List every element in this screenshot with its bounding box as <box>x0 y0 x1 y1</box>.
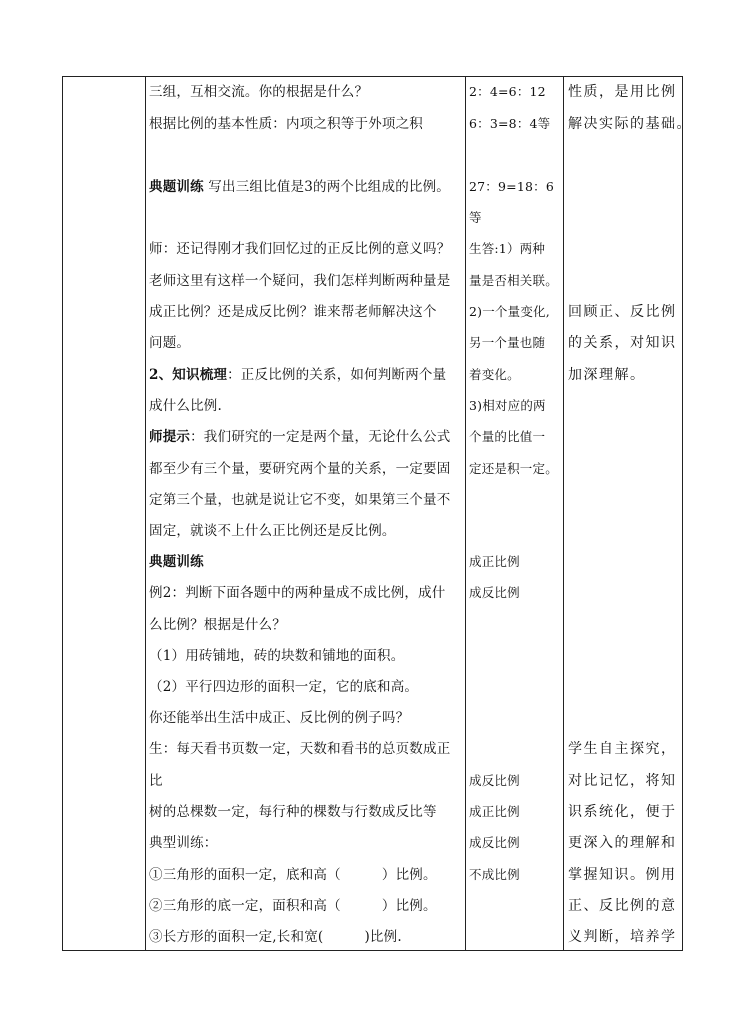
column-divider <box>465 77 466 950</box>
answer-line: 成反比例 <box>469 585 520 600</box>
note-line: 回顾正、反比例 <box>568 304 677 320</box>
text-line: 师提示：我们研究的一定是两个量，无论什么公式 <box>149 429 451 445</box>
answer-line: 成正比例 <box>469 554 520 569</box>
text-line: 例2：判断下面各题中的两种量成不成比例，成什 <box>149 585 446 601</box>
text-line: ②三角形的底一定，面积和高（ ）比例。 <box>149 898 437 914</box>
answer-line: 个量的比值一 <box>469 429 546 444</box>
answer-line: 27：9=18：6 <box>469 179 554 194</box>
column-divider <box>145 77 146 950</box>
column-divider <box>563 77 564 950</box>
text-line: 你还能举出生活中成正、反比例的例子吗？ <box>149 710 410 726</box>
answer-line: 成正比例 <box>469 804 520 819</box>
answer-line: 等 <box>469 210 482 225</box>
answer-line: 定还是积一定。 <box>469 461 558 476</box>
answer-line: 另一个量也随 <box>469 335 546 350</box>
text-line: 成正比例？还是成反比例？谁来帮老师解决这个 <box>149 304 437 320</box>
text-line: ①三角形的面积一定，底和高（ ）比例。 <box>149 867 437 883</box>
text-line: 都至少有三个量，要研究两个量的关系，一定要固 <box>149 461 451 477</box>
text-line: 比 <box>149 773 163 789</box>
text-line: 定第三个量，也就是说让它不变，如果第三个量不 <box>149 492 451 508</box>
answer-line: 6：3=8：4等 <box>469 116 551 131</box>
text-line: ③长方形的面积一定,长和宽( )比例. <box>149 929 402 945</box>
lesson-table <box>62 76 692 951</box>
text-line: 问题。 <box>149 335 191 351</box>
note-line: 学生自主探究， <box>568 741 677 757</box>
note-line: 识系统化，便于 <box>568 804 677 820</box>
answer-line: 成反比例 <box>469 773 520 788</box>
text-line: 典型训练： <box>149 835 218 851</box>
text-line: 老师这里有这样一个疑问，我们怎样判断两种量是 <box>149 273 451 289</box>
note-line: 的关系，对知识 <box>568 335 677 351</box>
answer-line: 生答:1）两种 <box>469 241 546 256</box>
answer-line: 2)一个量变化, <box>469 304 550 319</box>
note-line: 掌握知识。例用 <box>568 867 677 883</box>
note-line: 解决实际的基础。 <box>568 116 692 132</box>
text-line: 典题训练 <box>149 554 204 570</box>
answer-line: 着变化。 <box>469 367 520 382</box>
text-line: 2、知识梳理：正反比例的关系，如何判断两个量 <box>149 367 447 383</box>
text-line: 固定，就谈不上什么正比例还是反比例。 <box>149 523 396 539</box>
note-line: 更深入的理解和 <box>568 835 677 851</box>
text-line: 成什么比例. <box>149 398 222 414</box>
text-line: 典题训练 写出三组比值是3的两个比组成的比例。 <box>149 179 450 195</box>
note-line: 义判断，培养学 <box>568 929 677 945</box>
text-line: 三组，互相交流。你的根据是什么？ <box>149 84 369 100</box>
text-line: （2）平行四边形的面积一定，它的底和高。 <box>149 679 419 695</box>
text-line: 根据比例的基本性质：内项之积等于外项之积 <box>149 116 423 132</box>
text-line: 树的总棵数一定，每行种的棵数与行数成反比等 <box>149 804 437 820</box>
answer-line: 2：4=6：12 <box>469 84 546 99</box>
text-line: 么比例？根据是什么？ <box>149 617 286 633</box>
note-line: 正、反比例的意 <box>568 898 677 914</box>
text-line: 生：每天看书页数一定，天数和看书的总页数成正 <box>149 741 451 757</box>
text-line: 师：还记得刚才我们回忆过的正反比例的意义吗？ <box>149 241 451 257</box>
text-line: （1）用砖铺地，砖的块数和铺地的面积。 <box>149 648 405 664</box>
note-line: 对比记忆，将知 <box>568 773 677 789</box>
note-line: 加深理解。 <box>568 367 646 383</box>
answer-line: 成反比例 <box>469 835 520 850</box>
note-line: 性质，是用比例 <box>568 84 677 100</box>
answer-line: 不成比例 <box>469 867 520 882</box>
answer-line: 量是否相关联。 <box>469 273 558 288</box>
answer-line: 3)相对应的两 <box>469 398 546 413</box>
